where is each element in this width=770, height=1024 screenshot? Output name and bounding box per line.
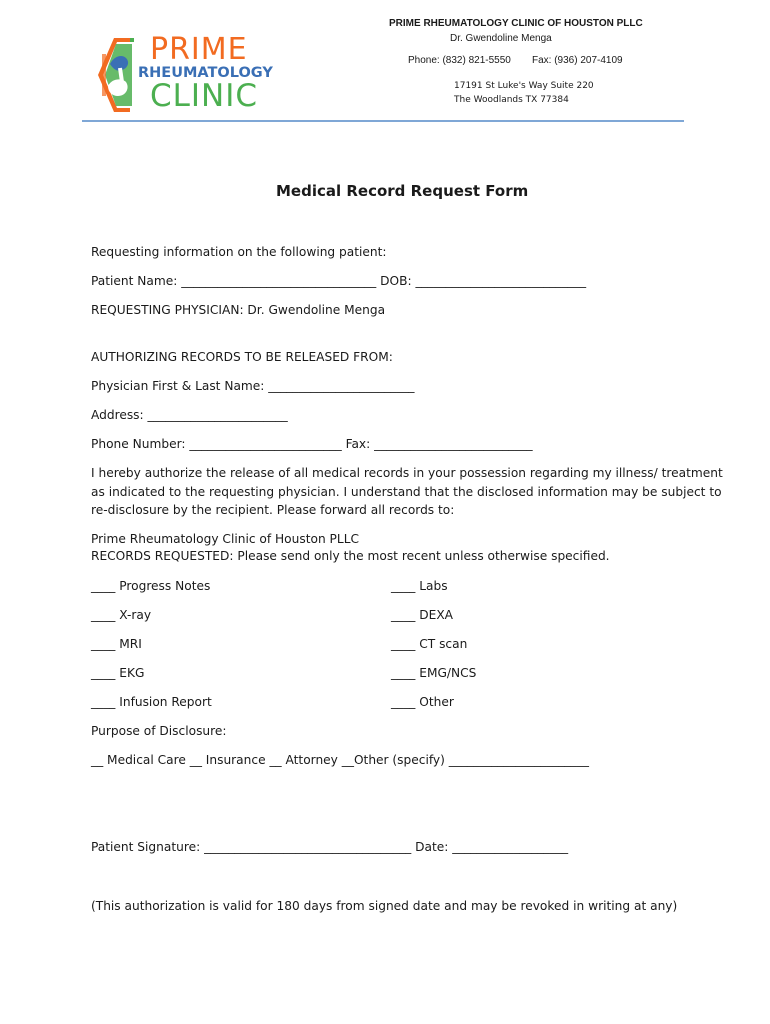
records-requested-note: RECORDS REQUESTED: Please send only the most recent unless otherwise specified. [91,549,610,563]
patient-name-dob-line: Patient Name: ________________________________ DOB: ____________________________ [91,274,587,288]
record-option: ____ X-ray [91,608,152,622]
record-option: ____ Progress Notes [91,579,211,593]
logo-word-clinic: CLINIC [150,78,259,114]
phone-fax-line: Phone Number: _________________________ Fax: __________________________ [91,437,533,451]
record-option: ____ MRI [91,637,142,651]
record-option: ____ DEXA [391,608,454,622]
logo-word-rheumatology: RHEUMATOLOGY [138,65,273,81]
record-option: ____ CT scan [391,637,468,651]
validity-note: (This authorization is valid for 180 days from signed date and may be revoked in writing at any) [91,899,678,913]
clinic-address-line2: The Woodlands TX 77384 [454,95,569,105]
logo-word-prime: PRIME [150,32,248,67]
record-option: ____ Other [391,695,454,709]
form-title: Medical Record Request Form [276,182,529,200]
clinic-logo [92,34,282,116]
forward-to-clinic: Prime Rheumatology Clinic of Houston PLLC [91,532,359,546]
record-option: ____ Labs [391,579,448,593]
authorization-line: as indicated to the requesting physician. I understand that the disclosed information may be subject to [91,485,722,499]
header-divider [82,120,684,122]
clinic-address-line1: 17191 St Luke's Way Suite 220 [454,81,594,91]
record-option: ____ EMG/NCS [391,666,477,680]
clinic-phone: Phone: (832) 821-5550 [408,55,511,66]
clinic-name: PRIME RHEUMATOLOGY CLINIC OF HOUSTON PLLC [389,18,643,29]
requesting-physician: REQUESTING PHYSICIAN: Dr. Gwendoline Menga [91,303,386,317]
intro-text: Requesting information on the following patient: [91,245,387,259]
record-option: ____ EKG [91,666,145,680]
authorization-line: I hereby authorize the release of all medical records in your possession regarding my illness/ treatment [91,466,723,480]
authorization-line: re-disclosure by the recipient. Please forward all records to: [91,503,455,517]
address-line: Address: _______________________ [91,408,288,422]
purpose-options-line: __ Medical Care __ Insurance __ Attorney __Other (specify) _______________________ [91,753,589,767]
authorizing-heading: AUTHORIZING RECORDS TO BE RELEASED FROM: [91,350,393,364]
purpose-heading: Purpose of Disclosure: [91,724,227,738]
signature-date-line: Patient Signature: __________________________________ Date: ___________________ [91,840,569,854]
doctor-name: Dr. Gwendoline Menga [450,33,552,44]
clinic-fax: Fax: (936) 207-4109 [532,55,623,66]
record-option: ____ Infusion Report [91,695,212,709]
physician-name-line: Physician First & Last Name: ________________________ [91,379,415,393]
